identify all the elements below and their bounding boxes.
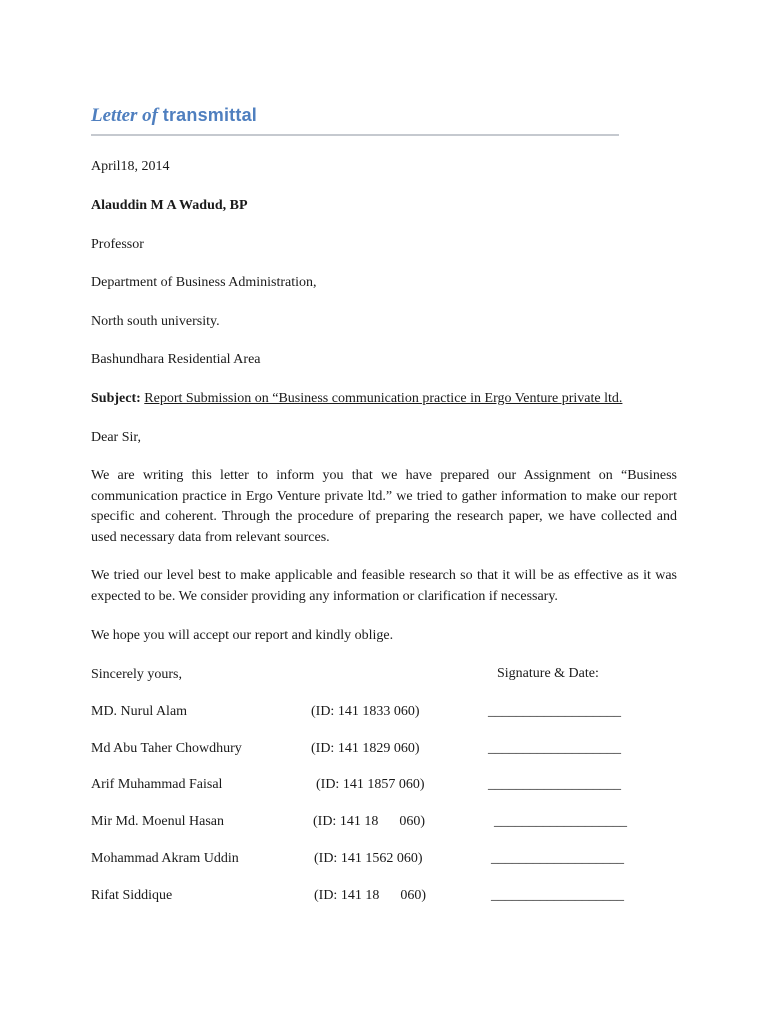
signature-line: ___________________ (488, 704, 621, 719)
title-divider (91, 134, 619, 136)
member-row (91, 704, 651, 724)
subject-text: Report Submission on “Business communication practice in Ergo Venture private ltd. (144, 391, 623, 406)
letter-title (91, 105, 257, 127)
body-paragraph-3: We hope you will accept our report and kindly oblige. (91, 628, 394, 643)
member-id: (ID: 141 1829 060) (311, 741, 420, 756)
body-paragraph-1: We are writing this letter to inform you that we have prepared our Assignment on “Business communication practice in Ergo Venture private ltd.” we tried to gather information to make our report specific and coherent. Through the procedure of preparing the research paper, we have collected and used necessary data from relevant sources. (91, 468, 677, 545)
letter-date: April18, 2014 (91, 159, 170, 174)
recipient-title: Professor (91, 237, 144, 252)
signature-header: Signature & Date: (497, 666, 599, 681)
recipient-name: Alauddin M A Wadud, BP (91, 198, 248, 213)
member-name: MD. Nurul Alam (91, 704, 188, 719)
salutation: Dear Sir, (91, 430, 141, 445)
recipient-department: Department of Business Administration, (91, 275, 317, 290)
body-paragraph-2: We tried our level best to make applicable and feasible research so that it will be as effective as it was expected to be. We consider providing any information or clarification if necessary. (91, 568, 677, 604)
title-part-1: Letter of (91, 105, 159, 126)
closing: Sincerely yours, (91, 667, 182, 682)
member-id: (ID: 141 1857 060) (316, 777, 425, 792)
subject-label: Subject: (91, 391, 141, 406)
member-row (91, 777, 651, 797)
signature-line: ___________________ (491, 851, 624, 866)
member-name: Md Abu Taher Chowdhury (91, 741, 242, 756)
signature-line: ___________________ (488, 777, 621, 792)
member-row (91, 814, 651, 834)
title-part-2: transmittal (162, 105, 257, 125)
signature-line: ___________________ (494, 814, 627, 829)
member-row (91, 851, 651, 871)
subject-line (91, 390, 622, 408)
member-row (91, 888, 651, 908)
member-name: Mir Md. Moenul Hasan (91, 814, 224, 829)
member-id: (ID: 141 1833 060) (311, 704, 420, 719)
member-name: Mohammad Akram Uddin (91, 851, 239, 866)
member-name: Arif Muhammad Faisal (91, 777, 223, 792)
recipient-university: North south university. (91, 314, 220, 329)
member-id: (ID: 141 1562 060) (314, 851, 423, 866)
recipient-address: Bashundhara Residential Area (91, 352, 261, 367)
signature-line: ___________________ (488, 741, 621, 756)
member-id: (ID: 141 18 060) (313, 814, 425, 829)
member-id: (ID: 141 18 060) (314, 888, 426, 903)
member-name: Rifat Siddique (91, 888, 173, 903)
signature-line: ___________________ (491, 888, 624, 903)
member-row (91, 741, 651, 761)
